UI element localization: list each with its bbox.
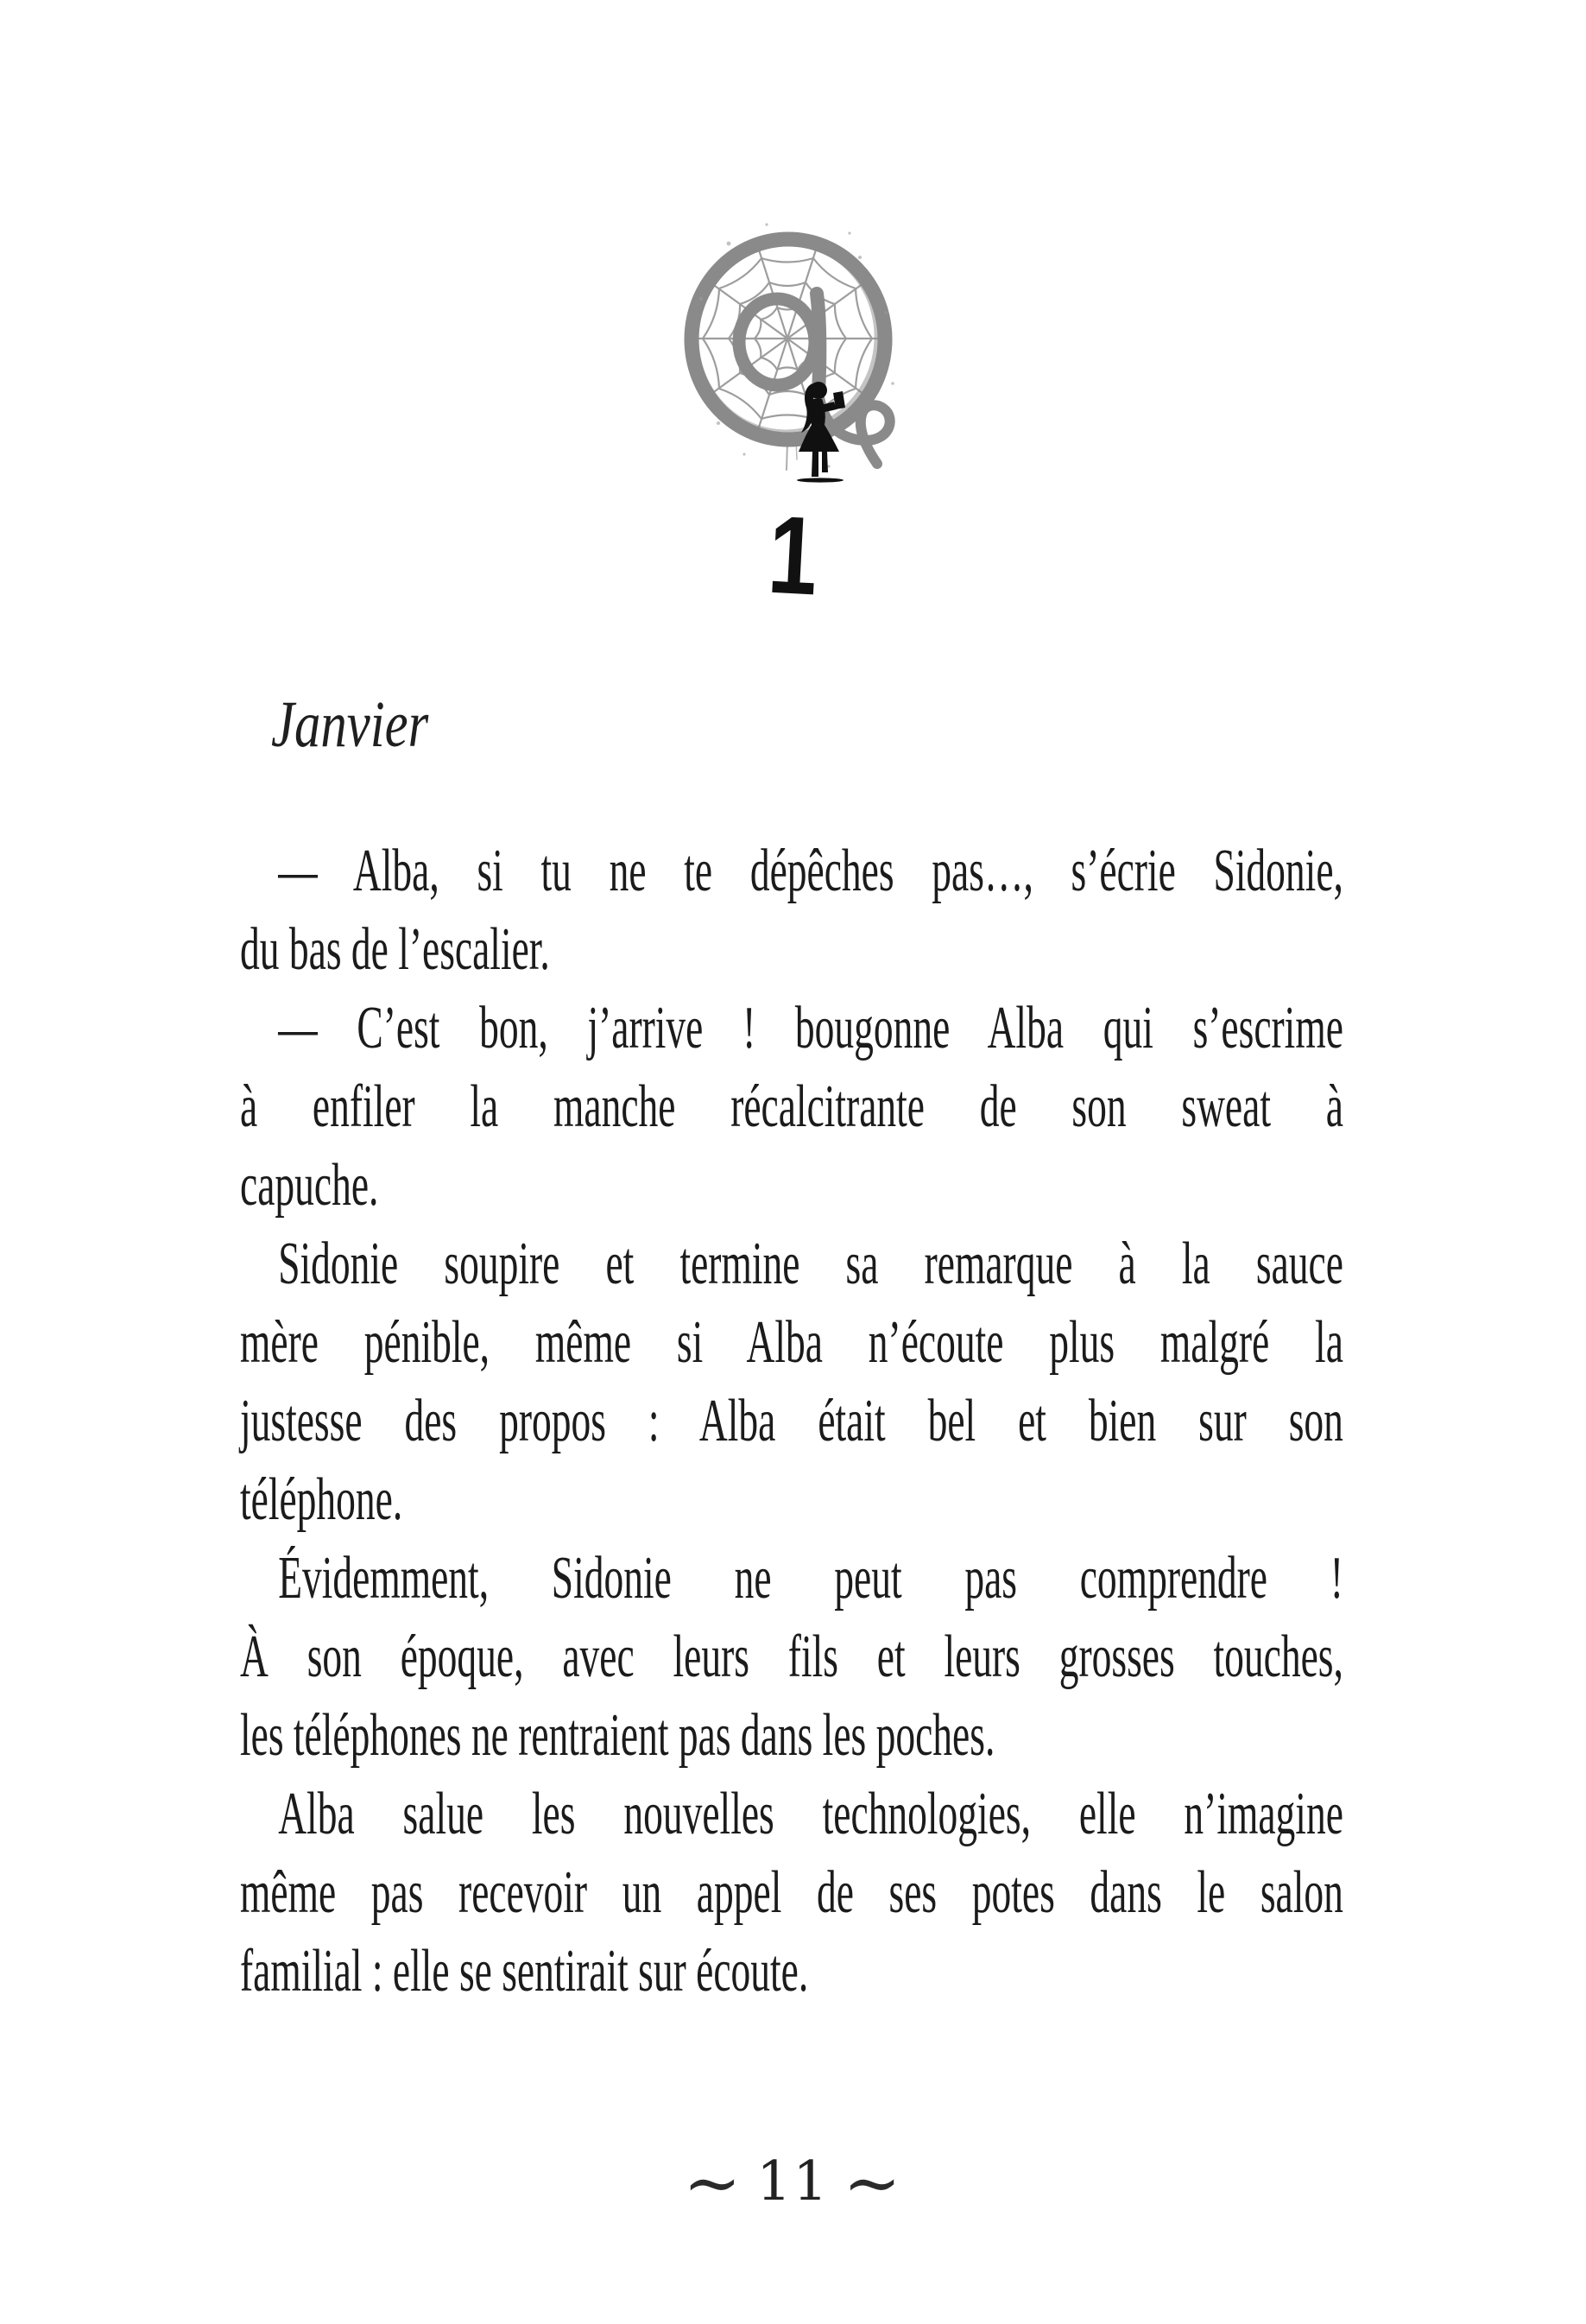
page-number-footer [0,2143,1586,2223]
page-number: 11 [756,2150,830,2213]
chapter-illustration [677,207,903,494]
body-text-line: À son époque, avec leurs fils et leurs grosses touches, [240,1624,1343,1690]
body-text-line: les téléphones ne rentraient pas dans les poches. [240,1702,995,1769]
body-text-line: mère pénible, même si Alba n’écoute plus malgré la [240,1309,1343,1376]
body-text-line: à enfiler la manche récalcitrante de son sweat à [240,1073,1343,1140]
month-heading: Janvier [271,688,429,761]
body-text [240,832,1343,2011]
chapter-number-digit: 1 [765,492,821,619]
body-text-line: téléphone. [240,1466,403,1533]
body-text-line: Alba salue les nouvelles technologies, elle n’imagine [278,1781,1343,1847]
body-text-line: même pas recevoir un appel de ses potes dans le salon [240,1859,1343,1926]
body-text-line: — C’est bon, j’arrive ! bougonne Alba qui s’escrime [278,995,1343,1061]
footer-ornament-left: ∼ [683,2143,743,2223]
body-text-line: — Alba, si tu ne te dépêches pas…, s’écrie Sidonie, [278,838,1343,904]
body-text-line: du bas de l’escalier. [240,916,550,983]
body-text-line: Sidonie soupire et termine sa remarque à la sauce [278,1231,1343,1297]
body-text-line: Évidemment, Sidonie ne peut pas comprendre ! [278,1545,1343,1612]
body-text-line: capuche. [240,1152,379,1219]
chapter-number [0,492,1586,619]
footer-ornament-right: ∼ [843,2143,903,2223]
body-text-line: familial : elle se sentirait sur écoute. [240,1938,809,2004]
body-text-line: justesse des propos : Alba était bel et bien sur son [240,1388,1343,1454]
at-sign-drawing [687,235,890,470]
